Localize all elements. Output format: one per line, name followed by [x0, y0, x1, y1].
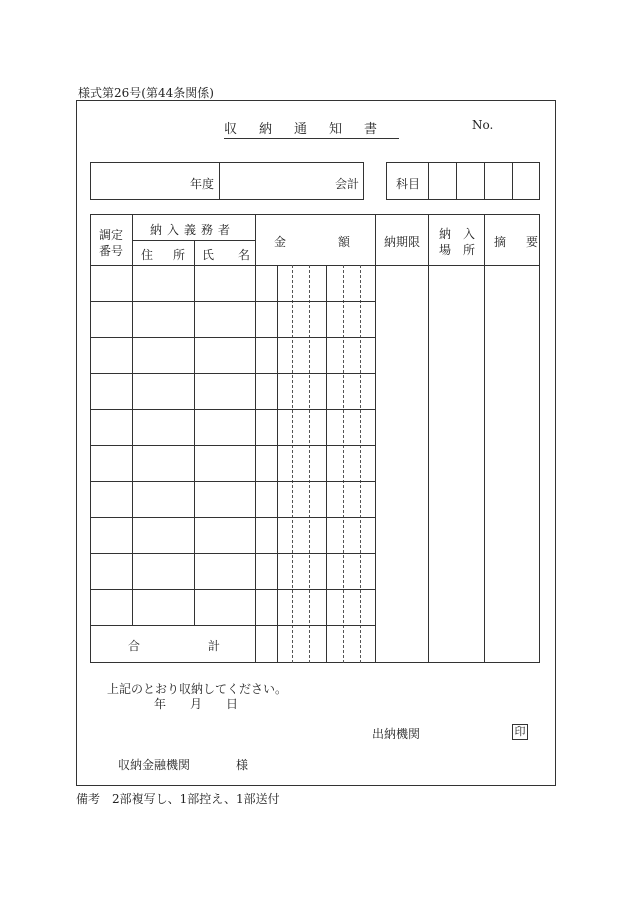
- date-year: 年: [154, 697, 167, 711]
- subject-label: 科目: [396, 177, 421, 191]
- col-due-date: 納期限: [384, 235, 421, 249]
- col-adjust-number-1: 調定: [99, 228, 124, 242]
- year-label: 年度: [190, 177, 215, 191]
- footer-note: 備考 2部複写し、1部控え、1部送付: [76, 792, 280, 806]
- form-code: 様式第26号(第44条関係): [78, 86, 214, 100]
- col-payment-place-2: 場 所: [439, 243, 476, 257]
- col-remarks: 摘 要: [494, 235, 543, 249]
- col-address: 住 所: [141, 248, 190, 262]
- col-amount: 金 額: [274, 235, 355, 249]
- document-title: 収納通知書: [224, 118, 399, 139]
- total-label-1: 合: [128, 639, 141, 653]
- account-label: 会計: [335, 177, 360, 191]
- honorific: 様: [236, 758, 249, 772]
- main-table: [90, 214, 543, 663]
- issuer-label: 出納機関: [372, 727, 421, 741]
- seal-mark: 印: [512, 724, 528, 740]
- date-day: 日: [226, 697, 239, 711]
- number-label: No.: [472, 118, 494, 132]
- col-payer: 納入義務者: [150, 223, 236, 237]
- fiscal-year-account-box: [90, 162, 364, 200]
- col-name: 氏 名: [202, 248, 257, 262]
- total-label-2: 計: [208, 639, 221, 653]
- col-adjust-number-2: 番号: [99, 244, 124, 258]
- date-month: 月: [190, 697, 203, 711]
- bank-label: 収納金融機関: [118, 758, 191, 772]
- notice-text: 上記のとおり収納してください。: [107, 682, 288, 696]
- col-payment-place-1: 納 入: [439, 227, 476, 241]
